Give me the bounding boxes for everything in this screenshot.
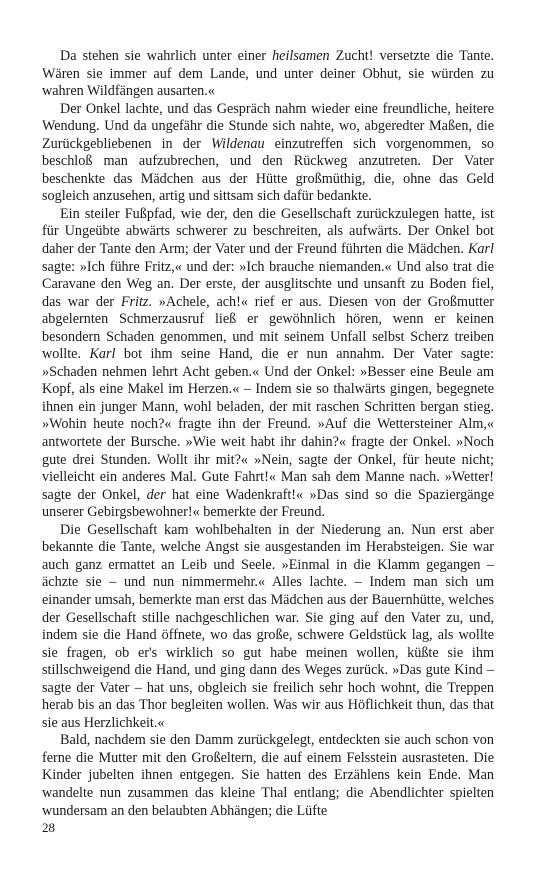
page-number: 28: [42, 820, 55, 835]
paragraph: Bald, nachdem sie den Damm zurückgelegt, entdeckten sie auch schon von ferne die Mutter mit den Großeltern, die auf einem Felsstein ausrasteten. Die Kinder jubelten ihnen entgegen. Sie hatten des Erzählens kein Ende. Man wandelte nun zusammen das kleine Thal entlang; die Abendlichter spielten wundersam an den belaubten Abhängen; die Lüfte: [42, 732, 494, 819]
paragraph: Der Onkel lachte, und das Gespräch nahm wieder eine freundliche, heitere Wendung. Und da ungefähr die Stunde sich nahte, wo, abgeredter Maßen, die Zurückgebliebenen in der Wildenau einzutreffen sich vorgenommen, so beschloß man aufzubrechen, und den Rückweg anzutreten. Der Vater beschenkte das Mädchen aus der Hütte großmüthig, die, ohne das Geld sogleich anzusehen, artig und sittsam sich dafür bedankte.: [42, 100, 494, 205]
body-text: [42, 48, 494, 820]
paragraph: Da stehen sie wahrlich unter einer heilsamen Zucht! versetzte die Tante. Wären sie immer auf dem Lande, und unter deiner Obhut, sie würden zu wahren Wildfängen ausarten.«: [42, 48, 494, 100]
paragraph: Ein steiler Fußpfad, wie der, den die Gesellschaft zurückzulegen hatte, ist für Ungeübte abwärts schwerer zu beschreiten, als aufwärts. Der Onkel bot daher der Tante den Arm; der Vater und der Freund führten die Mädchen. Karl sagte: »Ich führe Fritz,« und der: »Ich brauche niemanden.« Und also trat die Caravane den Weg an. Der erste, der ausglitschte und unsanft zu Boden fiel, das war der Fritz. »Achele, ach!« rief er aus. Diesen von der Großmutter abgelernten Schmerzausruf ließ er gewöhnlich hören, wenn er keinen besondern Schaden genommen, und mit seinem Unfall selbst Scherz treiben wollte. Karl bot ihm seine Hand, die er nun annahm. Der Vater sagte: »Schaden nehmen lehrt Acht geben.« Und der Onkel: »Besser eine Beule am Kopf, als eine Makel im Herzen.« – Indem sie so thalwärts gingen, begegnete ihnen ein junger Mann, wohl beladen, der mit raschen Schritten bergan stieg. »Wohin heute noch?« fragte ihn der Freund. »Auf die Wettersteiner Alm,« antwortete der Bursche. »Wie weit habt ihr dahin?« fragte der Onkel. »Noch gute drei Stunden. Wollt ihr mit?« »Nein, sagte der Onkel, für heute nicht; vielleicht ein anderes Mal. Gute Fahrt!« Man sah dem Manne nach. »Wetter! sagte der Onkel, der hat eine Wadenkraft!« »Das sind so die Spaziergänge unserer Gebirgsbewohner!« bemerkte der Freund.: [42, 205, 495, 521]
paragraph: Die Gesellschaft kam wohlbehalten in der Niederung an. Nun erst aber bekannte die Tante, welche Angst sie ausgestanden im Herabsteigen. Sie war auch ganz ermattet an Leib und Seele. »Einmal in die Klamm gegangen – ächzte sie – und nun nimmermehr.« Alles lachte. – Indem man sich um einander umsah, bemerkte man erst das Mädchen aus der Bauernhütte, welches der Gesellschaft stille nachgeschlichen war. Sie ging auf den Vater zu, und, indem sie die Hand öffnete, wo das große, schwere Geldstück lag, als wollte sie fragen, ob er's wirklich so gut habe meinen wollen, küßte sie ihm stillschweigend die Hand, und ging dann des Weges zurück. »Das gute Kind – sagte der Vater – hat uns, obgleich sie freilich sehr hoch wohnt, die Treppen herab bis an das Thor begleiten wollen. Was wir aus Höflichkeit thun, das that sie aus Herzlichkeit.«: [42, 521, 494, 731]
